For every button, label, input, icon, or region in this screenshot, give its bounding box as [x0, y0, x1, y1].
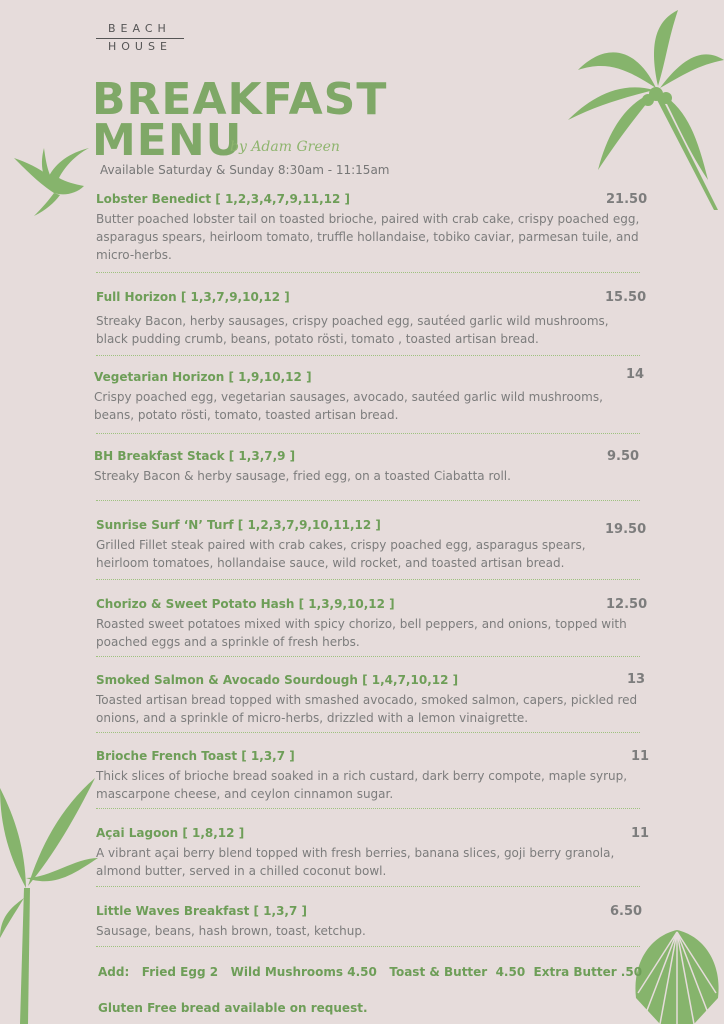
menu-byline: by Adam Green — [230, 139, 340, 155]
logo-line-1: BEACH — [108, 22, 171, 35]
menu-item-acai-lagoon — [96, 826, 650, 880]
divider — [96, 886, 640, 887]
item-price: 6.50 — [610, 904, 643, 919]
item-price: 14 — [626, 367, 645, 382]
divider — [96, 433, 640, 434]
item-name: BH Breakfast Stack [ 1,3,7,9 ] — [94, 449, 296, 463]
menu-item-sunrise-surf-n-turf — [96, 518, 647, 572]
divider — [96, 946, 640, 947]
item-price: 11 — [631, 749, 650, 764]
item-price: 9.50 — [607, 449, 640, 464]
item-description: Sausage, beans, hash brown, toast, ketchup. — [96, 924, 366, 938]
menu-item-bh-breakfast-stack — [94, 449, 639, 485]
banana-leaf-icon — [0, 768, 100, 1024]
item-name: Açai Lagoon [ 1,8,12 ] — [96, 826, 245, 840]
item-price: 11 — [631, 826, 650, 841]
item-description: Streaky Bacon & herby sausage, fried egg, on a toasted Ciabatta roll. — [94, 469, 511, 483]
logo-line-2: HOUSE — [108, 40, 172, 53]
item-description: Grilled Fillet steak paired with crab cakes, crispy poached egg, asparagus spears, heirloom tomatoes, hollandaise sauce, wild rocket, and toasted artisan bread. — [96, 538, 586, 570]
item-description: Butter poached lobster tail on toasted brioche, paired with crab cake, crispy poached egg, asparagus spears, heirloom tomato, truffle hollandaise, tobiko caviar, parmesan tuile, and micro-herbs. — [96, 212, 640, 262]
menu-title-line-1: BREAKFAST — [92, 74, 388, 125]
item-price: 21.50 — [606, 192, 648, 207]
palm-tree-icon — [568, 10, 724, 210]
item-description: Thick slices of brioche bread soaked in a rich custard, dark berry compote, maple syrup, mascarpone cheese, and ceylon cinnamon sugar. — [96, 769, 628, 801]
item-price: 13 — [627, 672, 646, 687]
item-name: Chorizo & Sweet Potato Hash [ 1,3,9,10,12 ] — [96, 597, 395, 611]
menu-item-vegetarian-horizon — [94, 367, 645, 424]
item-description: Roasted sweet potatoes mixed with spicy chorizo, bell peppers, and onions, topped with poached eggs and a sprinkle of fresh herbs. — [96, 617, 627, 649]
availability-text: Available Saturday & Sunday 8:30am - 11:15am — [100, 163, 390, 177]
menu-item-smoked-salmon-avocado-sourdough — [96, 672, 646, 727]
divider — [96, 355, 640, 356]
item-name: Smoked Salmon & Avocado Sourdough [ 1,4,7,10,12 ] — [96, 673, 459, 687]
divider — [96, 656, 640, 657]
item-name: Brioche French Toast [ 1,3,7 ] — [96, 749, 295, 763]
divider — [96, 732, 640, 733]
item-price: 15.50 — [605, 290, 647, 305]
gluten-free-note: Gluten Free bread available on request. — [98, 1001, 368, 1015]
item-description: Toasted artisan bread topped with smashed avocado, smoked salmon, capers, pickled red onions, and a sprinkle of micro-herbs, drizzled with a lemon vinaigrette. — [96, 693, 638, 725]
menu-item-brioche-french-toast — [96, 749, 650, 803]
item-description: A vibrant açai berry blend topped with fresh berries, banana slices, goji berry granola, almond butter, served in a chilled coconut bowl. — [96, 846, 615, 878]
item-name: Full Horizon [ 1,3,7,9,10,12 ] — [96, 290, 290, 304]
item-name: Sunrise Surf ‘N’ Turf [ 1,2,3,7,9,10,11,12 ] — [96, 518, 381, 532]
logo-divider — [96, 38, 184, 39]
menu-item-lobster-benedict — [96, 192, 648, 264]
menu-item-full-horizon — [96, 290, 647, 348]
item-price: 12.50 — [606, 597, 648, 612]
menu-item-chorizo-sweet-potato-hash — [96, 597, 648, 651]
beach-house-logo — [96, 22, 186, 58]
divider — [96, 579, 640, 580]
item-name: Little Waves Breakfast [ 1,3,7 ] — [96, 904, 307, 918]
divider — [96, 272, 640, 273]
menu-item-little-waves-breakfast — [96, 904, 641, 940]
item-name: Lobster Benedict [ 1,2,3,4,7,9,11,12 ] — [96, 192, 351, 206]
item-description: Crispy poached egg, vegetarian sausages, avocado, sautéed garlic wild mushrooms, beans, potato rösti, tomato, toasted artisan bread. — [94, 390, 603, 422]
swallow-bird-icon — [4, 138, 94, 218]
item-description: Streaky Bacon, herby sausages, crispy poached egg, sautéed garlic wild mushrooms, black pudding crumb, beans, potato rösti, tomato , toasted artisan bread. — [96, 314, 609, 346]
divider — [96, 808, 640, 809]
menu-title-line-2: MENU — [92, 115, 243, 166]
add-ons-line: Add: Fried Egg 2 Wild Mushrooms 4.50 Toast & Butter 4.50 Extra Butter .50 — [98, 965, 643, 979]
divider — [96, 500, 640, 501]
item-price: 19.50 — [605, 522, 647, 537]
scallop-shell-icon — [630, 928, 724, 1024]
item-name: Vegetarian Horizon [ 1,9,10,12 ] — [94, 370, 312, 384]
